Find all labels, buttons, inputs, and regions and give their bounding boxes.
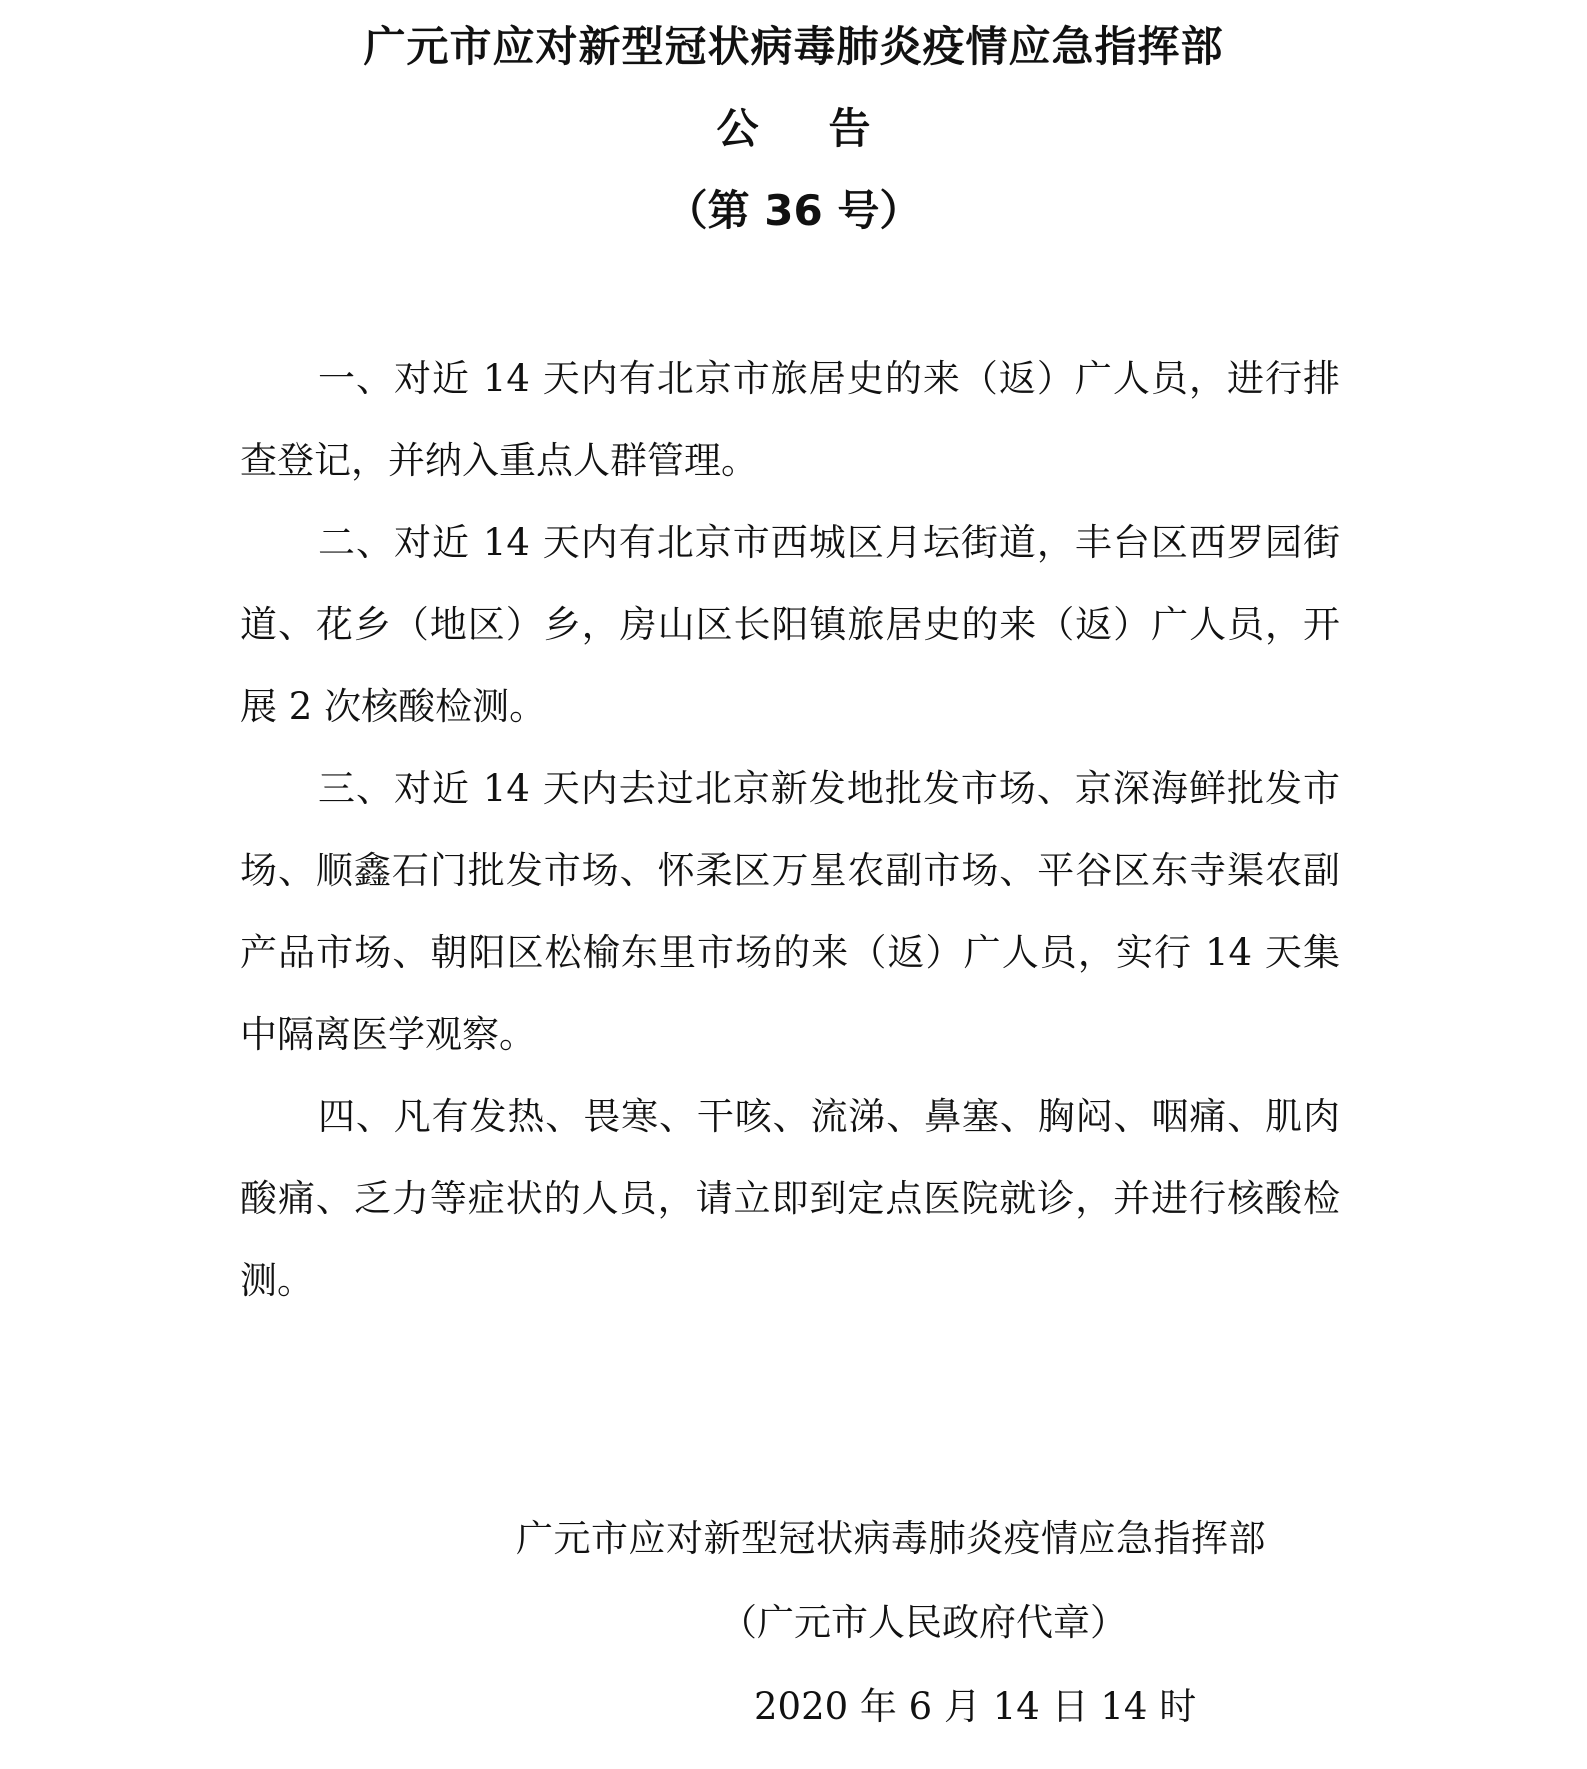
- paragraph-3: 三、对近 14 天内去过北京新发地批发市场、京深海鲜批发市场、顺鑫石门批发市场、怀柔区万星农副市场、平谷区东寺渠农副产品市场、朝阳区松榆东里市场的来（返）广人员，实行 14 天集中隔离医学观察。: [240, 767, 1340, 1056]
- signature-organization: 广元市应对新型冠状病毒肺炎疫情应急指挥部: [516, 1517, 1266, 1560]
- paragraph-4: 四、凡有发热、畏寒、干咳、流涕、鼻塞、胸闷、咽痛、肌肉酸痛、乏力等症状的人员，请立即到定点医院就诊，并进行核酸检测。: [240, 1095, 1340, 1302]
- paragraph-1: 一、对近 14 天内有北京市旅居史的来（返）广人员，进行排查登记，并纳入重点人群管理。: [240, 357, 1340, 482]
- document-number: （第 36 号）: [665, 186, 922, 235]
- document-title: 广元市应对新型冠状病毒肺炎疫情应急指挥部: [363, 22, 1224, 71]
- signature-date: 2020 年 6 月 14 日 14 时: [754, 1685, 1197, 1728]
- signature-seal-note: （广元市人民政府代章）: [720, 1601, 1127, 1644]
- paragraph-2: 二、对近 14 天内有北京市西城区月坛街道，丰台区西罗园街道、花乡（地区）乡，房山区长阳镇旅居史的来（返）广人员，开展 2 次核酸检测。: [240, 521, 1340, 728]
- announcement-body: [240, 338, 1340, 1322]
- document-type: 公告: [716, 104, 941, 153]
